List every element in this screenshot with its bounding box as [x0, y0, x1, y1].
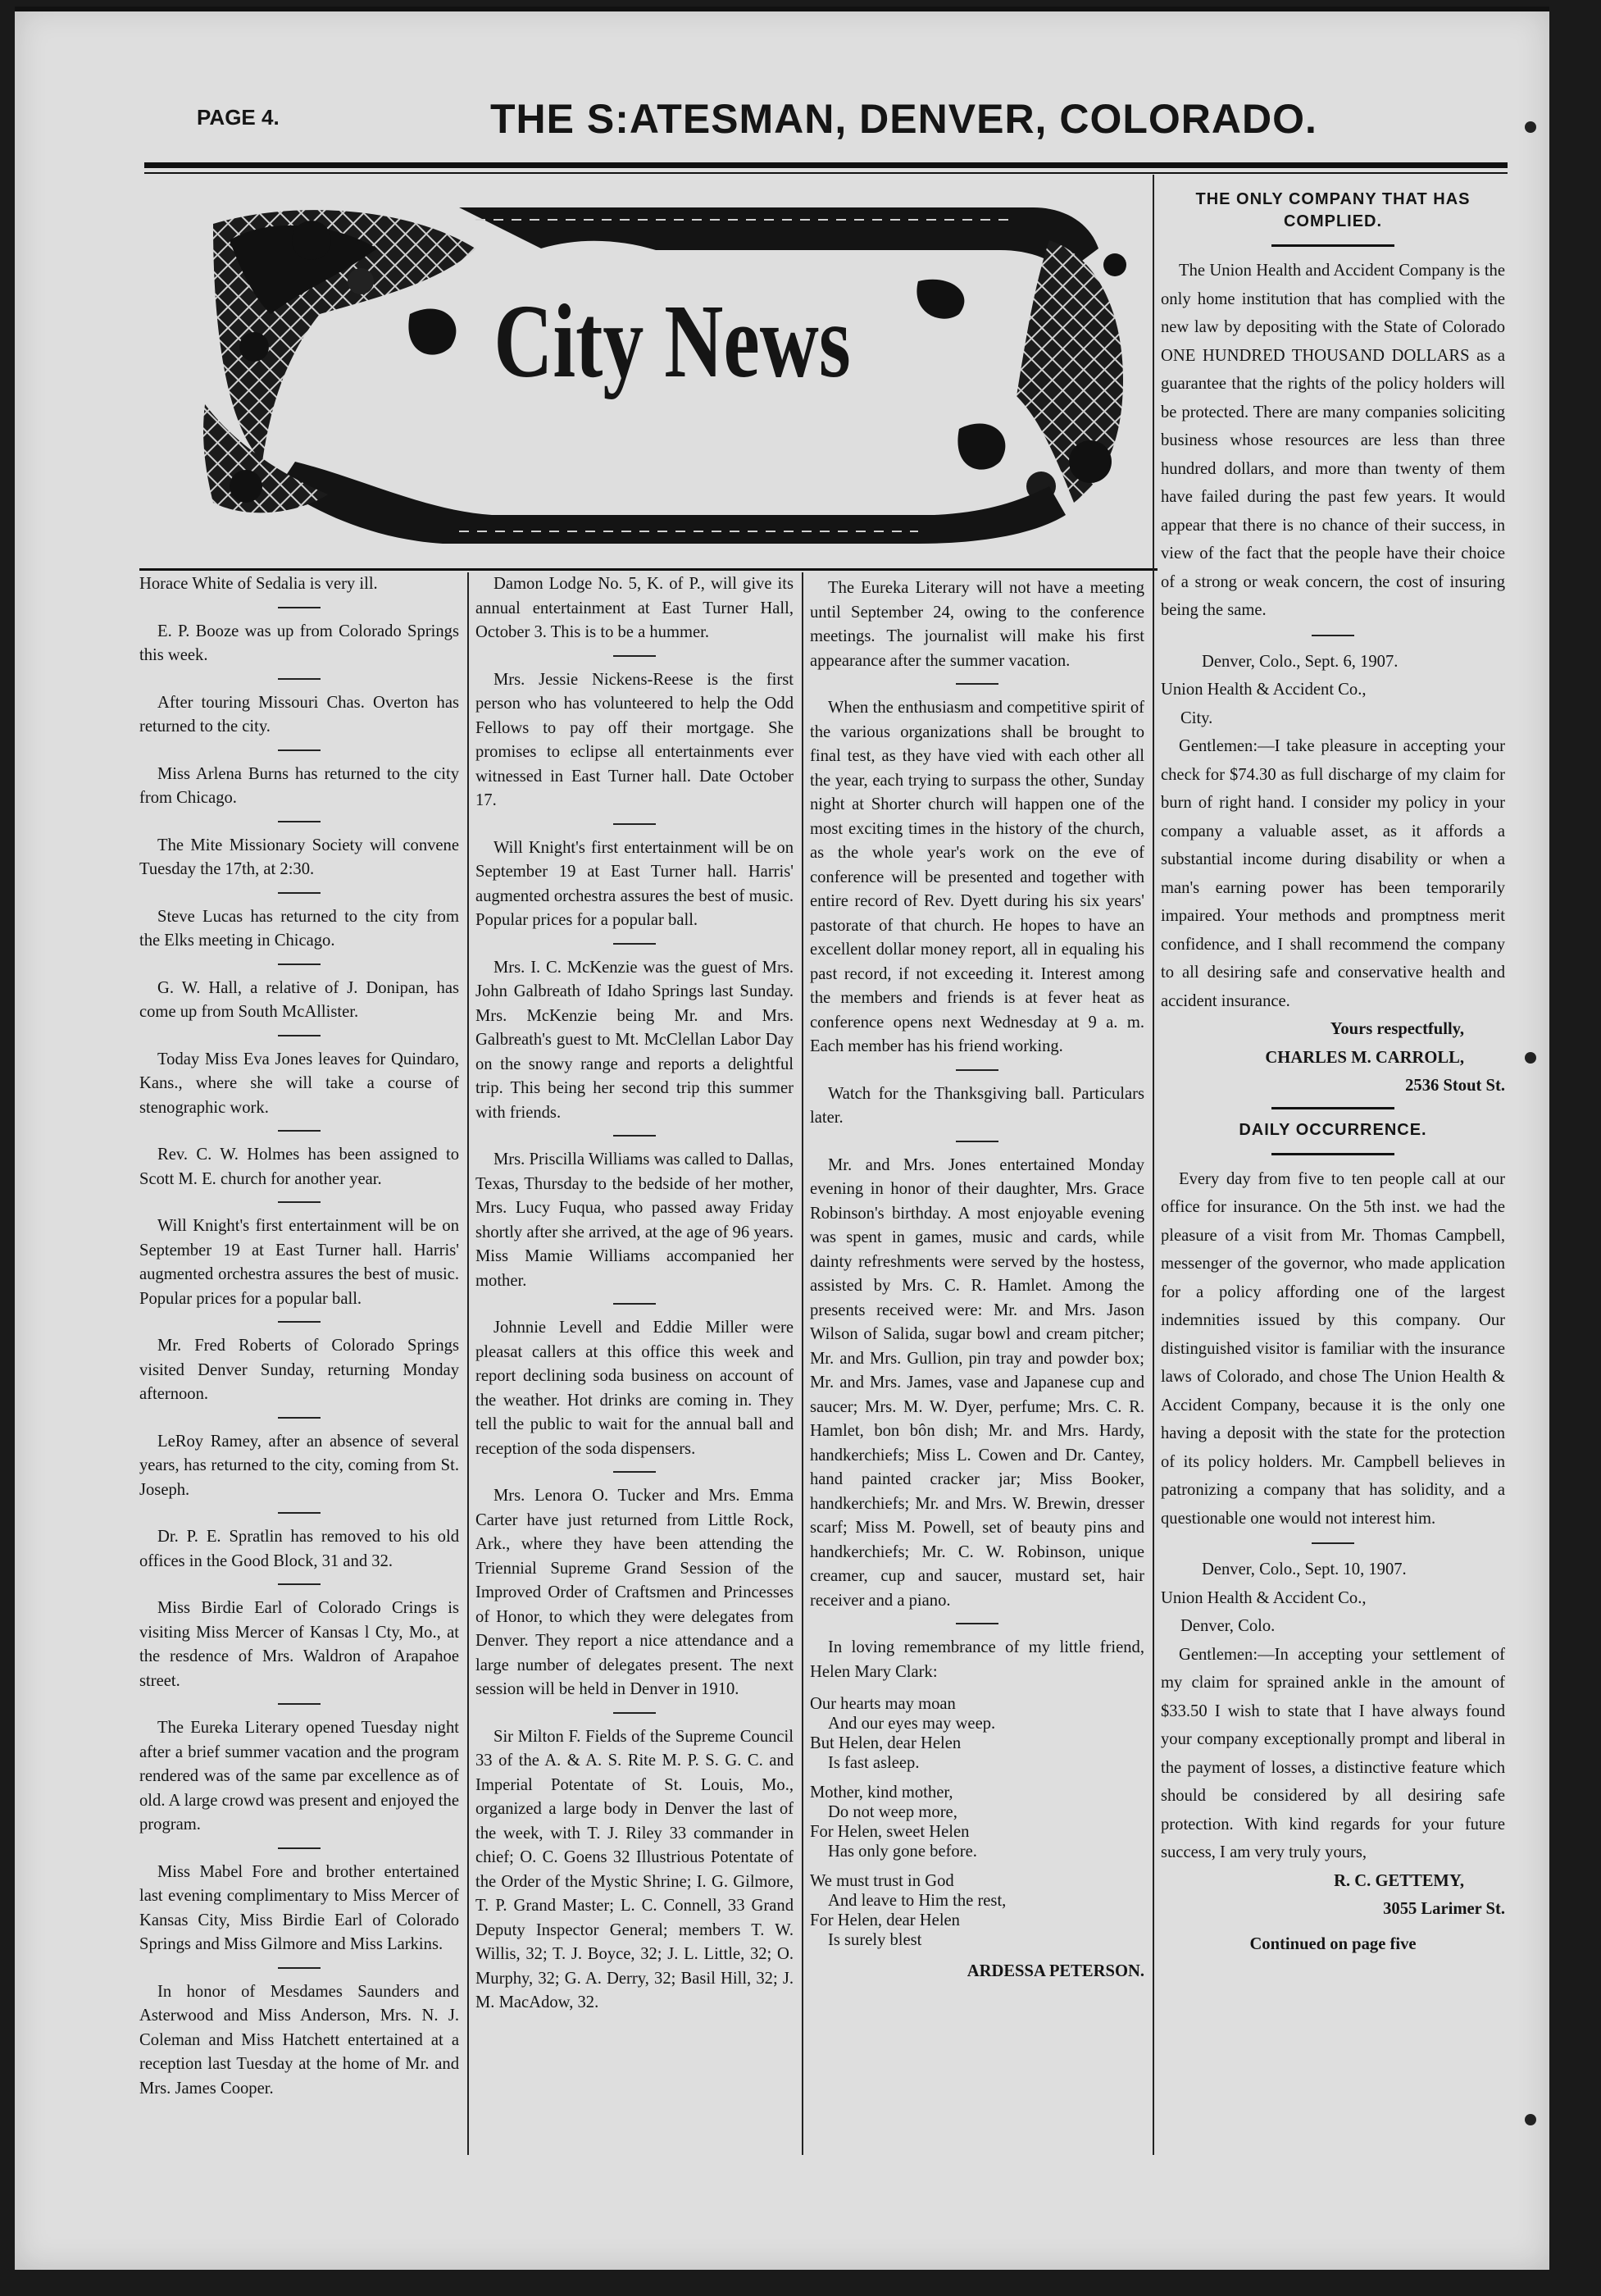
poem-line: Has only gone before. — [828, 1843, 977, 1861]
poem-line: Do not weep more, — [828, 1803, 957, 1821]
letter-body: Gentlemen:—In accepting your settlement of my claim for sprained ankle in the amount of $33.50 I wish to state that I have always found your company exceptionally prompt and liberal in the payment of losses, a distinctive feature which should be considered by all desiring safe protection. With kind regards for your future success, I am very truly yours, — [1161, 1645, 1505, 1861]
item-separator — [278, 678, 321, 680]
news-item: E. P. Booze was up from Colorado Springs this week. — [139, 622, 459, 664]
heading-rule — [1271, 1107, 1394, 1109]
letter-body: Gentlemen:—I take pleasure in accepting your check for $74.30 as full discharge of my claim for burn of right hand. I consider my policy in your company a valuable asset, as it affords a substantial income during disability or when a man's earning power has been temporarily impaired. Your methods and promptness merit confidence, and I shall recommend the company to all desiring safe and conservative health and accident insurance. — [1161, 737, 1505, 1010]
heading-daily-occurrence: DAILY OCCURRENCE. — [1239, 1120, 1427, 1139]
memorial-poem-stanza-2 — [810, 1783, 1144, 1861]
item-separator — [613, 1712, 656, 1714]
city-news-banner — [197, 191, 1148, 548]
letter-city: Denver, Colo. — [1180, 1617, 1276, 1635]
item-separator — [956, 1623, 998, 1624]
news-item: In loving remembrance of my little friend, Helen Mary Clark: — [810, 1638, 1144, 1681]
item-separator — [956, 1141, 998, 1142]
news-item: After touring Missouri Chas. Overton has returned to the city. — [139, 693, 459, 736]
letter-address: 3055 Larimer St. — [1383, 1900, 1505, 1918]
news-item: Mrs. Jessie Nickens-Reese is the first person who has volunteered to help the Odd Fellows to pay off their mortgage. She promises to eclipse all entertainments ever witnessed in East Turner hall. Date October 17. — [475, 670, 794, 809]
article-paragraph: The Union Health and Accident Company is the only home institution that has complied with the new law by depositing with the State of Colorado ONE HUNDRED THOUSAND DOLLARS as a guarantee that the rights of the policy holders will be protected. There are many companies soliciting business whose resources are less than three hundred dollars, and more than twenty of them have failed during the past few years. It would appear that there is no chance of their success, in view of the fact that the people have their choice of a strong or weak concern, the cost of insuring being the same. — [1161, 262, 1505, 619]
news-item: The Eureka Literary will not have a meeting until September 24, owing to the conference meetings. The journalist will make his first appearance after the summer vacation. — [810, 579, 1144, 670]
news-item: LeRoy Ramey, after an absence of several years, has returned to the city, coming from St. Joseph. — [139, 1432, 459, 1499]
column-2 — [475, 572, 794, 2025]
poem-line: Is fast asleep. — [828, 1754, 920, 1772]
memorial-poem-stanza-3 — [810, 1871, 1144, 1950]
news-item: When the enthusiasm and competitive spirit of the various organizations shall be brought to final test, as they have vied with each other all the year, each trying to surpass the other, Sunday night at Shorter church will happen one of the most exciting times in the history of the church, as the whole year's work on the eve of conference will be presented and together with entire record of Rev. Dyett during his six years' pastorate of that church. He hopes to have an excellent dollar money report, all in equaling his past record, if not exceeding it. Interest among the members and friends is at fever heat as conference opens next Wednesday at 9 a. m. Each member has his friend working. — [810, 699, 1144, 1055]
masthead-rule — [144, 162, 1508, 168]
poem-line: Is surely blest — [828, 1931, 922, 1949]
letter-city: City. — [1180, 708, 1213, 727]
item-separator — [278, 1321, 321, 1323]
news-item: In honor of Mesdames Saunders and Asterwood and Miss Anderson, Mrs. N. J. Coleman and Miss Hatchett entertained at a reception last Tuesday at the home of Mr. and Mrs. James Cooper. — [139, 1982, 459, 2098]
item-separator — [278, 892, 321, 894]
poem-line: For Helen, dear Helen — [810, 1911, 960, 1929]
heading-only-company: THE ONLY COMPANY THAT HAS COMPLIED. — [1195, 190, 1471, 230]
news-item: Damon Lodge No. 5, K. of P., will give its annual entertainment at East Turner Hall, October 3. This is to be a hummer. — [475, 575, 794, 641]
news-item: Will Knight's first entertainment will be on September 19 at East Turner hall. Harris' augmented orchestra assures the best of music. Popular prices for a popular ball. — [139, 1217, 459, 1308]
letter-addressee: Union Health & Accident Co., — [1161, 1588, 1367, 1607]
news-item: Mrs. Priscilla Williams was called to Dallas, Texas, Thursday to the bedside of her mother, Mrs. Lucy Fuqua, who passed away Friday shortly after she arrived, at the age of 96 years. Miss Mamie Williams accompanied her mother. — [475, 1150, 794, 1290]
page-number: PAGE 4. — [197, 105, 280, 130]
item-separator — [278, 1847, 321, 1849]
column-divider-2 — [802, 572, 803, 2155]
news-item: Miss Birdie Earl of Colorado Crings is visiting Miss Mercer of Kansas l Cty, Mo., at the resdence of Mrs. Waldron of Arapahoe street. — [139, 1599, 459, 1690]
news-item: The Eureka Literary opened Tuesday night after a brief summer vacation and the program rendered was of the same par excellence as of old. A large crowd was present and enjoyed the program. — [139, 1719, 459, 1834]
testimonial-letter-1 — [1161, 648, 1505, 1100]
item-separator — [278, 1583, 321, 1585]
item-separator — [278, 749, 321, 751]
letter-addressee: Union Health & Accident Co., — [1161, 681, 1367, 699]
news-item: G. W. Hall, a relative of J. Donipan, has come up from South McAllister. — [139, 978, 459, 1021]
column-divider-1 — [467, 572, 469, 2155]
top-border — [15, 7, 1549, 11]
news-item: Rev. C. W. Holmes has been assigned to Scott M. E. church for another year. — [139, 1146, 459, 1188]
poem-line: Our hearts may moan — [810, 1695, 956, 1713]
item-separator — [613, 1471, 656, 1473]
poem-line: But Helen, dear Helen — [810, 1734, 962, 1752]
item-separator — [278, 821, 321, 822]
news-item: The Mite Missionary Society will convene Tuesday the 17th, at 2:30. — [139, 836, 459, 878]
heading-rule — [1271, 244, 1394, 247]
item-separator — [956, 1069, 998, 1071]
poem-line: We must trust in God — [810, 1872, 954, 1890]
item-separator — [1312, 635, 1354, 636]
letter-signer: CHARLES M. CARROLL, — [1265, 1048, 1464, 1067]
news-item: Today Miss Eva Jones leaves for Quindaro, Kans., where she will take a course of stenographic work. — [139, 1050, 459, 1117]
binding-hole-icon — [1525, 1052, 1536, 1064]
poem-line: Mother, kind mother, — [810, 1784, 953, 1802]
poem-line: For Helen, sweet Helen — [810, 1823, 970, 1841]
poem-author: ARDESSA PETERSON. — [967, 1962, 1144, 1980]
article-paragraph: Every day from five to ten people call at our office for insurance. On the 5th inst. we had the pleasure of a visit from Mr. Thomas Campbell, messenger of the governor, who made application for a policy affording one of the largest indemnities issued by this company. Our distinguished visitor is familiar with the insurance laws of Colorado, and chose The Union Health & Accident Company, because it is the only one having a deposit with the state for the protection of its policy holders. Mr. Campbell believes in patronizing a company that has solidity, and a questionable one would not interest him. — [1161, 1169, 1505, 1528]
column-4 — [1161, 189, 1505, 1968]
item-separator — [278, 1201, 321, 1203]
letter-signer: R. C. GETTEMY, — [1334, 1871, 1464, 1890]
item-separator — [613, 1303, 656, 1305]
newspaper-page — [15, 7, 1549, 2270]
heading-rule — [1271, 1153, 1394, 1155]
column-1 — [139, 572, 459, 2111]
letter-closing: Yours respectfully, — [1330, 1020, 1464, 1038]
news-item: Horace White of Sedalia is very ill. — [139, 575, 378, 593]
column-3 — [810, 576, 1144, 1984]
letter-dateline: Denver, Colo., Sept. 10, 1907. — [1202, 1560, 1407, 1578]
letter-dateline: Denver, Colo., Sept. 6, 1907. — [1202, 652, 1399, 671]
testimonial-letter-2 — [1161, 1556, 1505, 1924]
item-separator — [278, 1130, 321, 1132]
memorial-poem-stanza-1 — [810, 1694, 1144, 1773]
continued-notice: Continued on page five — [1249, 1934, 1417, 1953]
news-item: Watch for the Thanksgiving ball. Particulars later. — [810, 1084, 1144, 1127]
banner-title: City News — [493, 283, 851, 399]
news-item: Mr. and Mrs. Jones entertained Monday evening in honor of their daughter, Mrs. Grace Robinson's birthday. A most enjoyable evening was spent in games, music and cards, while dainty refreshments were served by the hostess, assisted by Mrs. C. R. Hamlet. Among the presents received were: Mr. and Mrs. Jason Wilson of Salida, sugar bowl and cream pitcher; Mr. and Mrs. Gullion, pin tray and powder box; Mr. and Mrs. James, vase and Japanese cup and saucer; Mrs. M. W. Dyer, perfume; Mrs. C. R. Hamlet, bon bôn dish; Mr. and Mrs. Hardy, handkerchiefs; Miss L. Cowen and Dr. Cantey, hand painted cracker jar; Miss Booker, handkerchiefs; Mr. and Mrs. W. Brewin, dresser scarf; Miss M. Powell, set of beauty pins and handkerchiefs; Mr. C. W. Robinson, unique creamer, cup and saucer, mustard set, hair receiver and a piano. — [810, 1155, 1144, 1610]
news-item: Sir Milton F. Fields of the Supreme Council 33 of the A. & A. S. Rite M. P. S. G. C. and Imperial Potentate of St. Louis, Mo., organized a large body in Denver the last of the week, with T. J. Riley 33 commander in chief; O. C. Goens 32 Illustrious Potentate of the Order of the Mystic Shrine; I. G. Gilmore, T. P. Grand Master; L. C. Connell, 33 Grand Deputy Inspector General; members T. W. Willis, 32; T. J. Boyce, 32; J. L. Little, 32; O. Murphy, 32; G. A. Derry, 32; Basil Hill, 32; J. M. MacAdow, 32. — [475, 1727, 794, 2011]
section-rule — [139, 568, 1158, 571]
column-divider-3 — [1153, 175, 1154, 2155]
item-separator — [613, 655, 656, 657]
masthead-rule-thin — [144, 172, 1508, 174]
item-separator — [278, 1703, 321, 1705]
poem-line: And leave to Him the rest, — [828, 1892, 1007, 1910]
item-separator — [613, 823, 656, 825]
item-separator — [278, 607, 321, 608]
news-item: Mrs. Lenora O. Tucker and Mrs. Emma Carter have just returned from Little Rock, Ark., where they have been attending the Triennial Supreme Grand Session of the Improved Order of Craftsmen and Princesses of Honor, to which they were delegates from Denver. They report a nice attendance and a large number of delegates present. The next session will be held in Denver in 1910. — [475, 1487, 794, 1698]
poem-line: And our eyes may weep. — [828, 1715, 996, 1733]
news-item: Johnnie Levell and Eddie Miller were pleasat callers at this office this week and report declining soda business on account of the weather. Hot drinks are coming in. They tell the public to wait for the annual ball and reception of the soda dispensers. — [475, 1319, 794, 1458]
letter-address: 2536 Stout St. — [1405, 1077, 1505, 1095]
news-item: Mr. Fred Roberts of Colorado Springs visited Denver Sunday, returning Monday afternoon. — [139, 1337, 459, 1403]
item-separator — [278, 1967, 321, 1969]
item-separator — [613, 1135, 656, 1137]
item-separator — [278, 963, 321, 965]
item-separator — [956, 683, 998, 685]
item-separator — [613, 943, 656, 945]
news-item: Miss Arlena Burns has returned to the city from Chicago. — [139, 764, 459, 807]
news-item: Dr. P. E. Spratlin has removed to his old offices in the Good Block, 31 and 32. — [139, 1528, 459, 1570]
binding-hole-icon — [1525, 2114, 1536, 2125]
news-item: Will Knight's first entertainment will be on September 19 at East Turner hall. Harris' augmented orchestra assures the best of music. Popular prices for a popular ball. — [475, 838, 794, 929]
item-separator — [278, 1512, 321, 1514]
item-separator — [278, 1417, 321, 1419]
news-item: Miss Mabel Fore and brother entertained last evening complimentary to Miss Mercer of Kansas City, Miss Birdie Earl of Colorado Springs and Miss Gilmore and Miss Larkins. — [139, 1862, 459, 1953]
news-item: Steve Lucas has returned to the city from the Elks meeting in Chicago. — [139, 907, 459, 950]
masthead-title: THE S:ATESMAN, DENVER, COLORADO. — [490, 96, 1317, 142]
binding-hole-icon — [1525, 121, 1536, 133]
news-item: Mrs. I. C. McKenzie was the guest of Mrs. John Galbreath of Idaho Springs last Sunday. Mrs. McKenzie being Mr. and Mrs. Galbreath's guest to Mt. McClellan Labor Day on the snowy range and reports a delightful trip. This being her second trip this summer with friends. — [475, 958, 794, 1122]
item-separator — [1312, 1542, 1354, 1544]
item-separator — [278, 1035, 321, 1036]
